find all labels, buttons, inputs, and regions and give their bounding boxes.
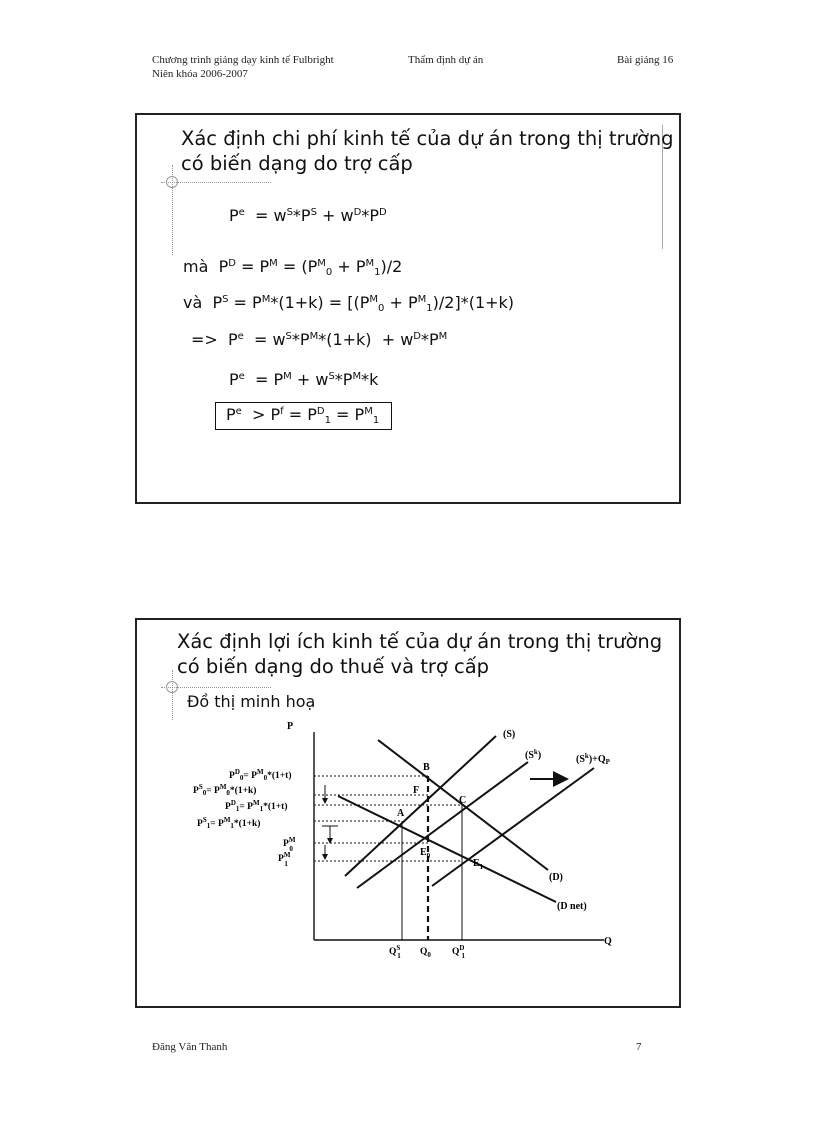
footer-page-number: 7 bbox=[636, 1041, 642, 1053]
label-D: (D) bbox=[549, 872, 563, 883]
label-S: (S) bbox=[503, 729, 516, 740]
formula-6-boxed: $P^e > P^f = P^D_1 = P^M_1$ bbox=[215, 402, 392, 430]
slide-2 bbox=[135, 618, 681, 1008]
qty-label-QD1: $Q^D$ 1 bbox=[452, 944, 465, 960]
price-label-PM0: $P^M$ 0 bbox=[283, 836, 296, 853]
slide-1-title-line-2: có biến dạng do trợ cấp bbox=[181, 152, 413, 175]
footer-author: Đăng Văn Thanh bbox=[152, 1041, 228, 1053]
point-E1: $E_1$ bbox=[473, 858, 484, 871]
formula-3: và $P^S = P^M*(1+k) = [(P^M_0 + P^M_1)/2]*(1+k)$ bbox=[183, 293, 515, 314]
price-label-PS0: $P^S_0= P^M_0*(1+k)$ bbox=[193, 783, 257, 797]
deco-circle-icon bbox=[166, 176, 178, 188]
curve-Sk-Qp bbox=[432, 768, 594, 886]
header-course: Thẩm định dự án bbox=[408, 54, 484, 66]
label-D-net: (D net) bbox=[557, 901, 587, 912]
curve-D-net bbox=[338, 796, 556, 902]
qty-label-QS1: $Q^S$ 1 bbox=[389, 944, 401, 960]
qty-label-Q0: $Q_0$ bbox=[420, 947, 431, 959]
label-Sk: $(S^k)$ bbox=[525, 748, 542, 761]
point-E0: $E_0$ bbox=[420, 847, 431, 860]
formula-2: mà $P^D = P^M = (P^M_0 + P^M_1)/2$ bbox=[183, 257, 403, 278]
price-label-PM1: $P^M$ 1 bbox=[278, 851, 291, 868]
x-axis-label: Q bbox=[604, 936, 612, 947]
graph-subtitle: Đồ thị minh hoạ bbox=[187, 692, 316, 711]
label-Sk-Qp: $(S^k)+Q_P$ bbox=[576, 752, 610, 766]
header-program: Chương trình giảng dạy kinh tế Fulbright bbox=[152, 54, 334, 66]
formula-1: $P^e = w^S*P^S + w^D*P^D$ bbox=[229, 206, 387, 225]
point-F: F bbox=[413, 785, 420, 796]
slide-1-title-line-1: Xác định chi phí kinh tế của dự án trong thị trường bbox=[181, 127, 674, 150]
formula-4: => $P^e = w^S*P^M*(1+k) + w^D*P^M$ bbox=[191, 330, 448, 349]
price-label-PD1: $P^D_1= P^M_1*(1+t)$ bbox=[225, 799, 288, 813]
supply-demand-graph bbox=[135, 618, 681, 1008]
point-B: B bbox=[423, 762, 430, 773]
slide-2-title-line-1: Xác định lợi ích kinh tế của dự án trong thị trường bbox=[177, 630, 663, 653]
formula-5: $P^e = P^M + w^S*P^M*k$ bbox=[229, 370, 379, 389]
slide-2-title-line-2: có biến dạng do thuế và trợ cấp bbox=[177, 655, 490, 678]
y-axis-label: P bbox=[287, 721, 294, 732]
price-label-PD0: $P^D_0= P^M_0*(1+t)$ bbox=[229, 768, 292, 782]
point-A: A bbox=[397, 808, 405, 819]
header-year: Niên khóa 2006-2007 bbox=[152, 68, 248, 80]
header-lecture: Bài giảng 16 bbox=[617, 54, 674, 66]
slide-1 bbox=[135, 113, 681, 504]
point-C: C bbox=[459, 795, 467, 806]
curve-Sk bbox=[357, 762, 528, 888]
price-label-PS1: $P^S_1= P^M_1*(1+k)$ bbox=[197, 816, 261, 830]
